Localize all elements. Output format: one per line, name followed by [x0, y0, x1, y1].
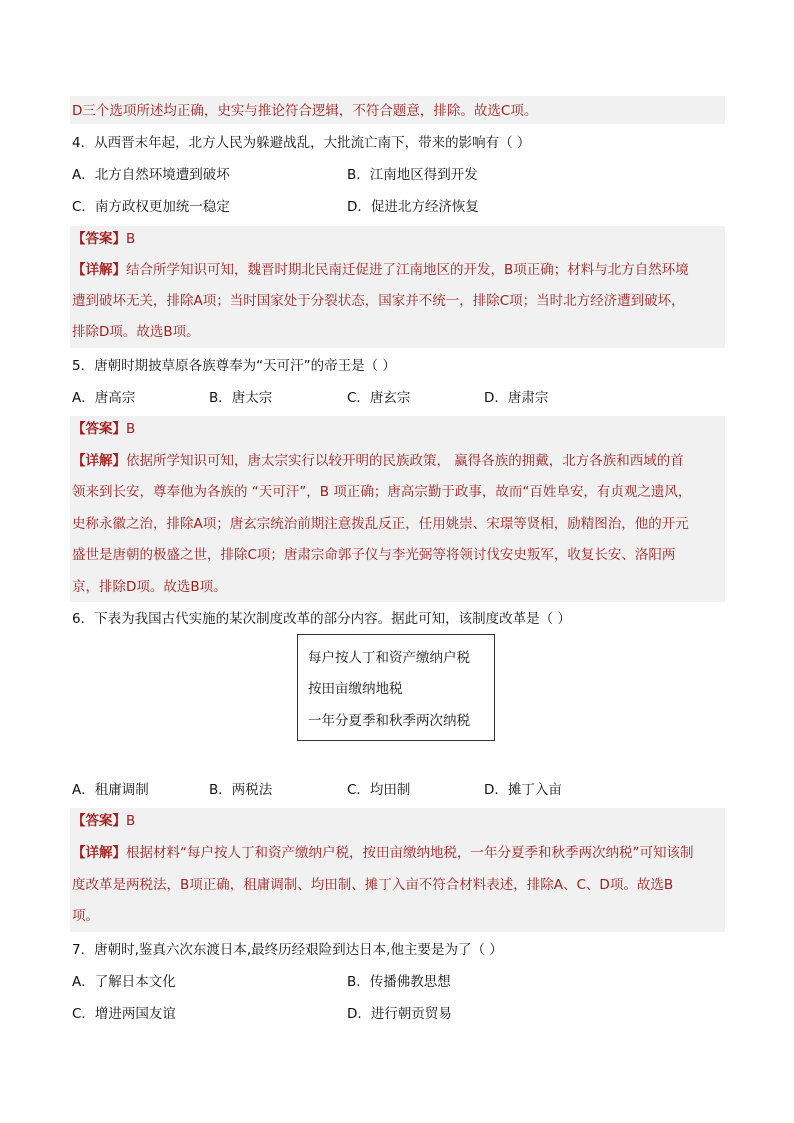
q4-stem: 4．从西晋末年起，北方人民为躲避战乱，大批流亡南下，带来的影响有（ ） — [72, 135, 531, 151]
q6-answer-tag: 【答案】 — [72, 813, 126, 829]
q4-detail-tag: 【详解】 — [72, 262, 126, 278]
q4-option-d[interactable]: D．促进北方经济恢复 — [347, 199, 479, 215]
q4-answer-value: B — [126, 231, 136, 247]
q6-detail-line-1 — [72, 843, 694, 863]
q5-detail-line-1 — [72, 451, 684, 471]
q5-detail-line-2: 领来到长安，尊奉他为各族的 “天可汗”，B 项正确；唐高宗勤于政事，故而“百姓阜安，有贞观之遗风， — [72, 484, 692, 500]
q4-detail-text-1: 结合所学知识可知，魏晋时期北民南迁促进了江南地区的开发，B项正确；材料与北方自然环境 — [126, 262, 689, 278]
q5-option-b[interactable]: B．唐太宗 — [209, 390, 273, 406]
q6-table-row-1: 每户按人丁和资产缴纳户税 — [308, 650, 470, 666]
q5-answer — [72, 419, 135, 439]
q5-detail-text-1: 依据所学知识可知，唐太宗实行以较开明的民族政策， 赢得各族的拥戴，北方各族和西域的首 — [126, 453, 684, 469]
q5-option-c[interactable]: C．唐玄宗 — [347, 390, 411, 406]
q5-answer-tag: 【答案】 — [72, 421, 126, 437]
q7-option-c[interactable]: C．增进两国友谊 — [72, 1006, 176, 1022]
q6-option-b[interactable]: B．两税法 — [209, 782, 273, 798]
q7-option-b[interactable]: B．传播佛教思想 — [347, 974, 451, 990]
q4-option-b[interactable]: B．江南地区得到开发 — [347, 167, 478, 183]
q6-answer-value: B — [126, 813, 136, 829]
q6-answer — [72, 811, 135, 831]
q6-option-a[interactable]: A．租庸调制 — [72, 782, 149, 798]
q5-detail-line-3: 史称永徽之治，排除A项；唐玄宗统治前期注意拨乱反正，任用姚崇、宋璟等贤相，励精图治，他的开元 — [72, 516, 689, 532]
q5-detail-line-5: 京，排除D项。故选B项。 — [72, 579, 227, 595]
q7-option-a[interactable]: A．了解日本文化 — [72, 974, 176, 990]
q6-table-row-3: 一年分夏季和秋季两次纳税 — [308, 713, 470, 729]
q6-stem: 6．下表为我国古代实施的某次制度改革的部分内容。据此可知，该制度改革是（ ） — [72, 611, 571, 627]
q4-detail-line-1 — [72, 260, 689, 280]
q7-option-d[interactable]: D．进行朝贡贸易 — [347, 1006, 452, 1022]
q6-material-table — [297, 634, 495, 741]
q5-detail-line-4: 盛世是唐朝的极盛之世，排除C项；唐肃宗命郭子仪与李光弼等将领讨伐安史叛军，收复长安、洛阳两 — [72, 547, 676, 563]
q6-detail-tag: 【详解】 — [72, 845, 126, 861]
q5-answer-value: B — [126, 421, 136, 437]
q4-answer — [72, 229, 135, 249]
q6-answer-block — [70, 808, 725, 932]
prev-detail-text: D三个选项所述均正确，史实与推论符合逻辑，不符合题意，排除。故选C项。 — [72, 103, 538, 119]
q5-option-a[interactable]: A．唐高宗 — [72, 390, 136, 406]
q6-detail-line-2: 度改革是两税法，B项正确，租庸调制、均田制、摊丁入亩不符合材料表述，排除A、C、D项。故选B — [72, 877, 674, 893]
q5-detail-tag: 【详解】 — [72, 453, 126, 469]
q7-stem: 7．唐朝时,鉴真六次东渡日本,最终历经艰险到达日本,他主要是为了（ ） — [72, 942, 503, 958]
q6-option-d[interactable]: D．摊丁入亩 — [484, 782, 562, 798]
q4-detail-line-3: 排除D项。故选B项。 — [72, 324, 200, 340]
q4-detail-line-2: 遭到破坏无关，排除A项；当时国家处于分裂状态，国家并不统一，排除C项；当时北方经济遭到破坏， — [72, 293, 685, 309]
q6-detail-text-1: 根据材料“每户按人丁和资产缴纳户税，按田亩缴纳地税，一年分夏季和秋季两次纳税”可知该制 — [126, 845, 694, 861]
q5-stem: 5．唐朝时期披草原各族尊奉为“天可汗”的帝王是（ ） — [72, 358, 396, 374]
q6-option-c[interactable]: C．均田制 — [347, 782, 411, 798]
q6-detail-line-3: 项。 — [72, 908, 99, 924]
q5-answer-block — [70, 416, 725, 602]
q5-option-d[interactable]: D．唐肃宗 — [484, 390, 549, 406]
q4-answer-tag: 【答案】 — [72, 231, 126, 247]
q6-table-row-2: 按田亩缴纳地税 — [308, 681, 403, 697]
q4-option-c[interactable]: C．南方政权更加统一稳定 — [72, 199, 230, 215]
q4-option-a[interactable]: A．北方自然环境遭到破坏 — [72, 167, 230, 183]
